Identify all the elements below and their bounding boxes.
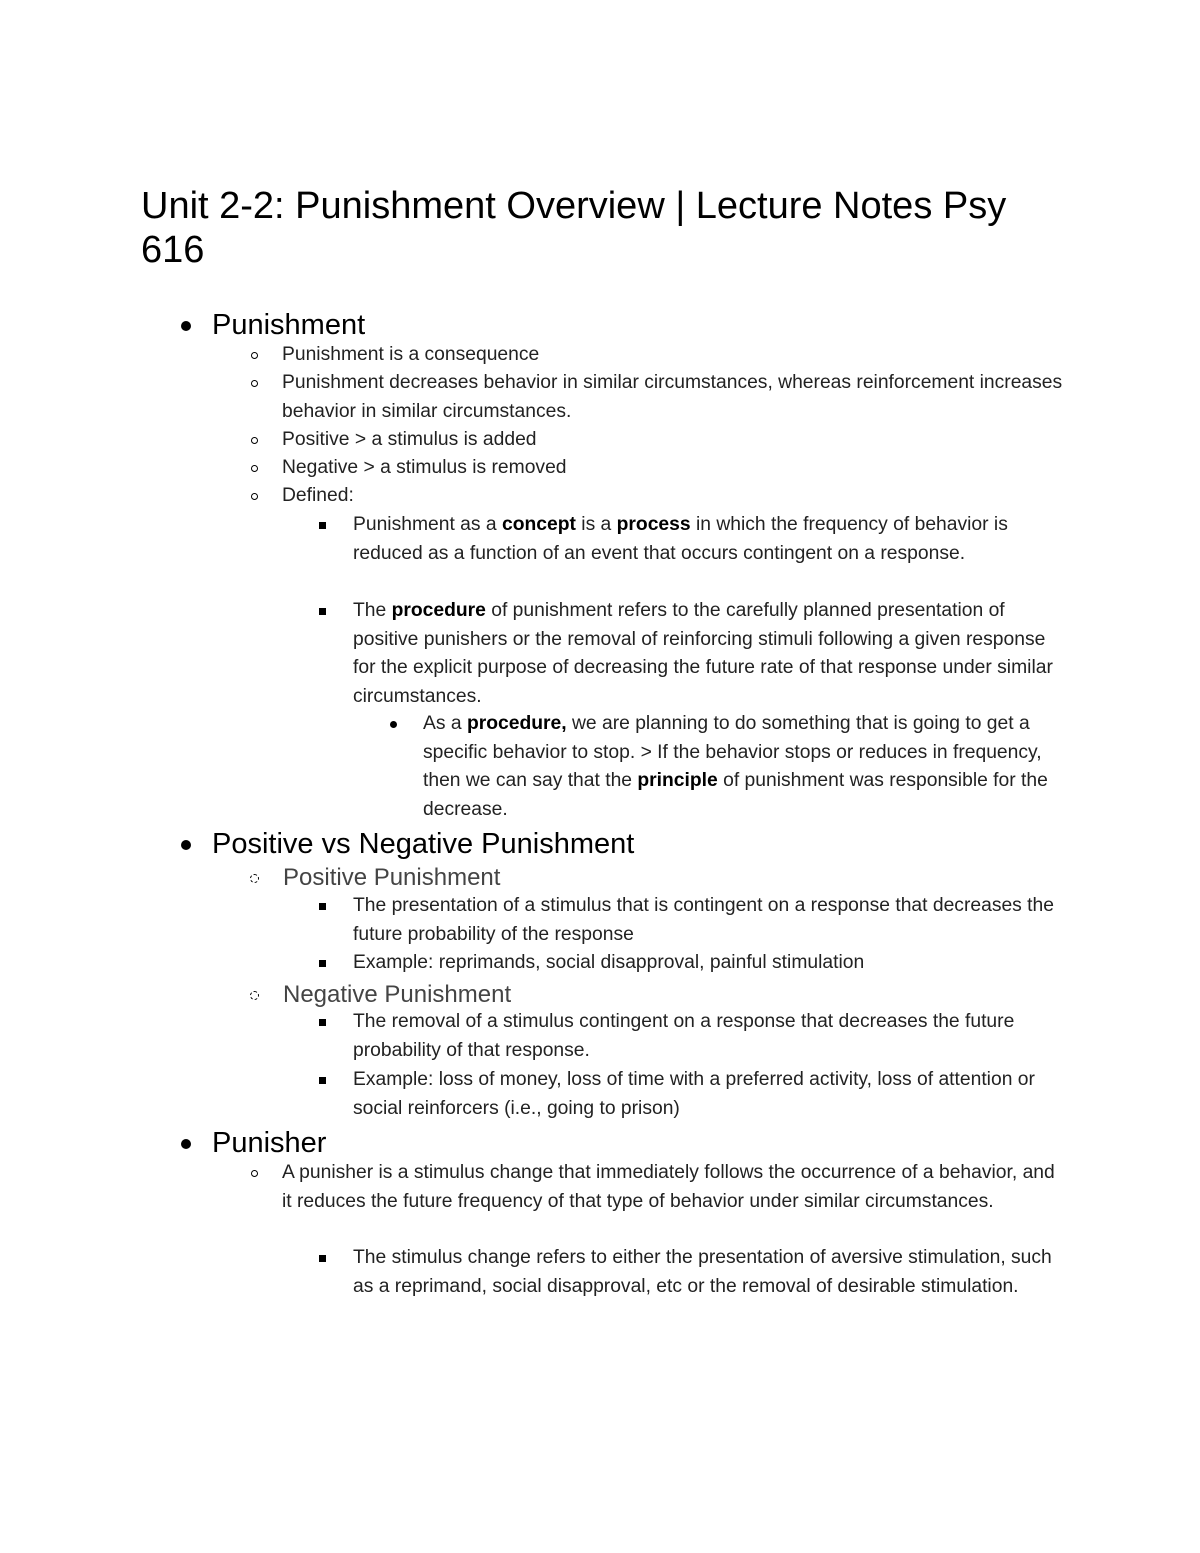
text-run: we are planning to do something that is going to get a specific behavior to stop. > If the behavior stops or reduces in frequency, then we can say that the [423,713,1042,791]
document-title: Unit 2-2: Punishment Overview | Lecture Notes Psy 616 [141,185,1007,271]
bold-term-procedure: procedure, [466,713,567,734]
definition-as-procedure [423,710,1063,824]
list-item: Example: reprimands, social disapproval, painful stimulation [353,949,1068,978]
list-item: A punisher is a stimulus change that immediately follows the occurrence of a behavior, and it reduces the future frequency of that type of behavior under similar circumstances. [282,1159,1067,1216]
subheading-positive-punishment: Positive Punishment [283,864,501,891]
text-run: As a [423,713,467,734]
list-item: The removal of a stimulus contingent on a response that decreases the future probability of that response. [353,1008,1068,1065]
list-item: Negative > a stimulus is removed [282,454,1067,483]
text-run: Punishment as a [353,514,502,535]
bold-term-concept: concept [501,514,576,535]
list-item: Positive > a stimulus is added [282,426,1067,455]
section-heading-punishment: Punishment [212,309,366,341]
text-run: of punishment was responsible for the decrease. [423,770,1048,820]
text-run: of punishment refers to the carefully planned presentation of positive punishers or the removal of reinforcing stimuli following a given response for the explicit purpose of decreasing the future rate of that response under similar circumstances. [353,600,1053,707]
definition-concept [353,511,1068,568]
text-run: is a [575,514,617,535]
list-item: The stimulus change refers to either the presentation of aversive stimulation, such as a reprimand, social disapproval, etc or the removal of desirable stimulation. [353,1244,1068,1301]
definition-procedure [353,597,1068,711]
text-run: in which the frequency of behavior is reduced as a function of an event that occurs contingent on a response. [353,514,1008,564]
list-item: The presentation of a stimulus that is contingent on a response that decreases the future probability of the response [353,892,1068,949]
bold-term-process: process [616,514,691,535]
subheading-negative-punishment: Negative Punishment [283,981,512,1008]
list-item: Punishment is a consequence [282,341,1067,370]
bold-term-principle: principle [637,770,718,791]
bold-term-procedure: procedure [391,600,486,621]
text-run: The [353,600,392,621]
list-item: Defined: [282,482,1067,511]
list-item: Punishment decreases behavior in similar circumstances, whereas reinforcement increases behavior in similar circumstances. [282,369,1067,426]
section-heading-positive-vs-negative: Positive vs Negative Punishment [212,828,635,860]
section-heading-punisher: Punisher [212,1127,327,1159]
list-item: Example: loss of money, loss of time with a preferred activity, loss of attention or social reinforcers (i.e., going to prison) [353,1066,1068,1123]
